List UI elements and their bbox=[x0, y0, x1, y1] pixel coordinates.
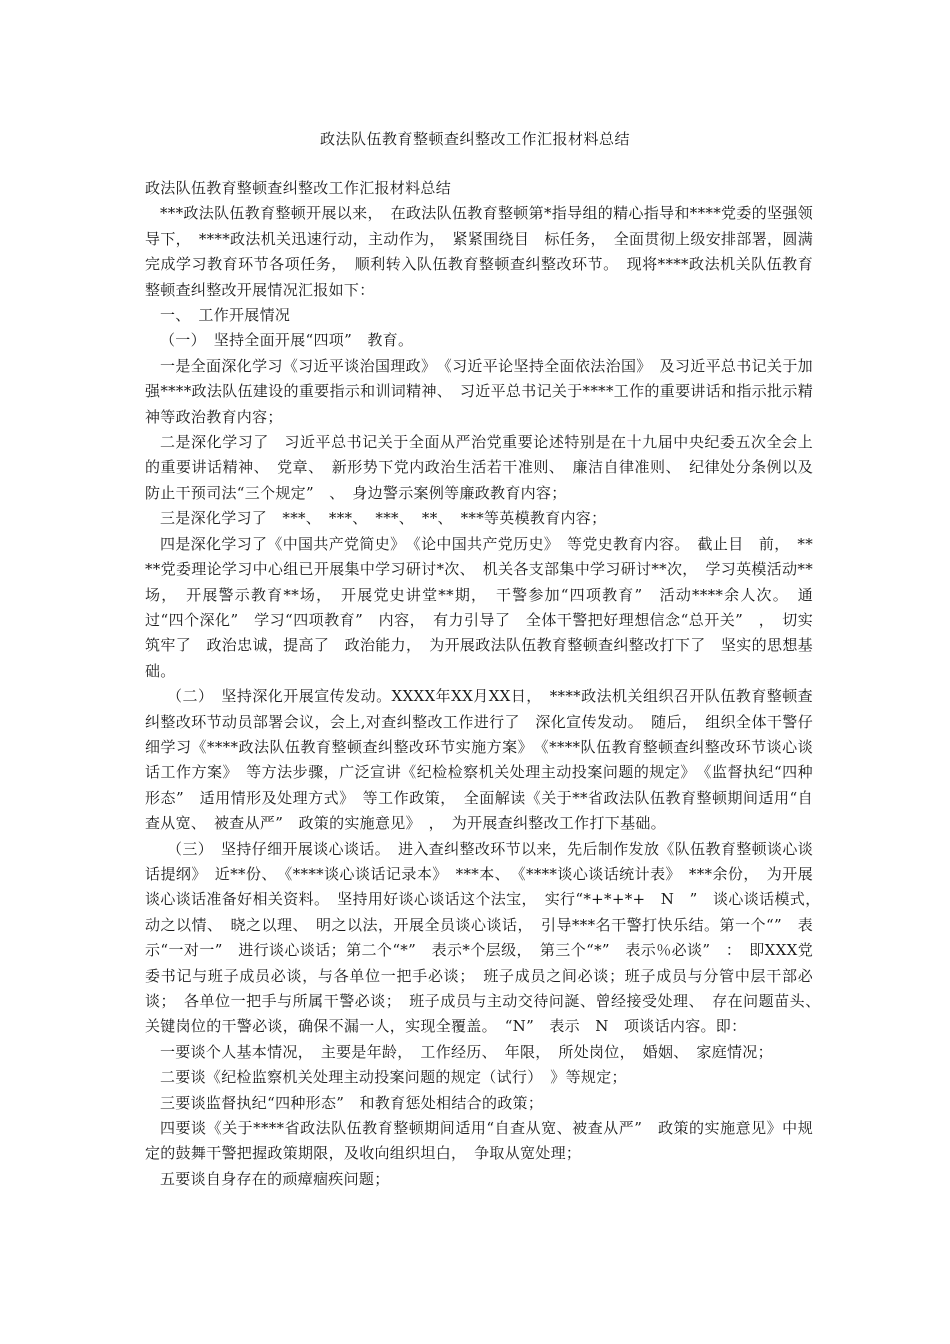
paragraph: 一是全面深化学习《习近平谈治国理政》 《习近平论坚持全面依法治国》 及习近平总书记关于加强****政法队伍建设的重要指示和训词精神、 习近平总书记关于****工作的重要讲话和指示批示精神等政治教育内容； bbox=[145, 356, 813, 426]
paragraph: （三） 坚持仔细开展谈心谈话。 进入查纠整改环节以来，先后制作发放《队伍教育整顿谈心谈话提纲》 近**份、 《****谈心谈话记录本》 ***本、 《****谈心谈话统计表》 ***余份， 为开展谈心谈话准备好相关资料。 坚持用好谈心谈话这个法宝， 实行“*+*+*+ N ” 谈心谈话模式， 动之以情、 晓之以理、 明之以法，开展全员谈心谈话， 引导***名干警打快乐结。第一个“” 表示“一对一” 进行谈心谈话；第二个“*” 表示*个层级， 第三个“*” 表示％必谈” ： 即XXX党委书记与班子成员必谈，与各单位一把手必谈； 班子成员之间必谈；班子成员与分管中层干部必谈； 各单位一把手与所属干警必谈； 班子成员与主动交待问誕、曾经接受处理、 存在问题苗头、 关键岗位的干警必谈，确保不漏一人，实现全覆盖。 “N” 表示 N 项谈话内容。即： bbox=[145, 839, 829, 1036]
list-item: 二要谈《纪检监察机关处理主动投案问题的规定（试行） 》等规定； bbox=[160, 1068, 627, 1087]
subsection-heading: （一） 坚持全面开展“四项” 教育。 bbox=[160, 331, 414, 350]
paragraph: 三是深化学习了 ***、 ***、 ***、 **、 ***等英模教育内容； bbox=[160, 509, 607, 528]
paragraph: 二是深化学习了 习近平总书记关于全面从严治党重要论述特别是在十九届中央纪委五次全会上的重要讲话精神、 党章、 新形势下党内政治生活若干准则、 廉洁自律准则、 纪律处分条例以及防止干预司法“三个规定” 、 身边警示案例等廉政教育内容； bbox=[145, 433, 813, 502]
document-body bbox=[145, 176, 829, 1192]
intro-paragraph: ***政法队伍教育整顿开展以来， 在政法队伍教育整顿第*指导组的精心指导和****党委的坚强领导下， ****政法机关迅速行动，主动作为， 紧紧围绕目 标任务， 全面贯彻上级安排部署，圆满完成学习教育环节各项任务， 顺利转入队伍教育整顿查纠整改环节。 现将****政法机关队伍教育整顿查纠整改开展情况汇报如下： bbox=[145, 204, 813, 299]
list-item: 三要谈监督执纪“四种形态” 和教育惩处相结合的政策； bbox=[160, 1093, 544, 1112]
list-item: 一要谈个人基本情况， 主要是年龄， 工作经历、 年限， 所处岗位， 婚姻、 家庭情况； bbox=[160, 1042, 773, 1061]
paragraph: 四是深化学习了《中国共产党简史》 《论中国共产党历史》 等党史教育内容。 截止目 前， ****党委理论学习中心组已开展集中学习研讨*次、 机关各支部集中学习研讨**次， 学习英模活动**场， 开展警示教育**场， 开展党史讲堂**期， 干警参加“四项教育” 活动****余人次。 通过“四个深化” 学习“四项教育” 内容， 有力引导了 全体干警把好理想信念“总开关” ， 切实筑牢了 政治忠诚，提高了 政治能力， 为开展政法队伍教育整顿查纠整改打下了 坚实的思想基础。 bbox=[145, 534, 813, 680]
list-item: 四要谈《关于****省政法队伍教育整顿期间适用“自查从宽、被查从严” 政策的实施意见》中规定的鼓舞干警把握政策期限，及收向组织坦白， 争取从宽处理； bbox=[145, 1119, 813, 1163]
list-item: 五要谈自身存在的顽瘴痼疾问题； bbox=[160, 1169, 390, 1188]
document-title: 政法队伍教育整顿查纠整改工作汇报材料总结 bbox=[319, 130, 630, 148]
section-heading: 一、 工作开展情况 bbox=[160, 306, 291, 325]
body-heading: 政法队伍教育整顿查纠整改工作汇报材料总结 bbox=[145, 179, 452, 197]
paragraph: （二） 坚持深化开展宣传发动。XXXX年XX月XX日， ****政法机关组织召开队伍教育整顿查纠整改环节动员部署会议，会上,对查纠整改工作进行了 深化宣传发动。 随后， 组织全体干警仔细学习《****政法队伍教育整顿查纠整改环节实施方案》 《****队伍教育整顿查纠整改环节谈心谈话工作方案》 等方法步骤，广泛宣讲《纪检检察机关处理主动投案问题的规定》 《监督执纪“四种形态” 适用情形及处理方式》 等工作政策， 全面解读《关于**省政法队伍教育整顿期间适用“自查从宽、 被查从严” 政策的实施意见》 ， 为开展查纠整改工作打下基础。 bbox=[145, 687, 813, 833]
